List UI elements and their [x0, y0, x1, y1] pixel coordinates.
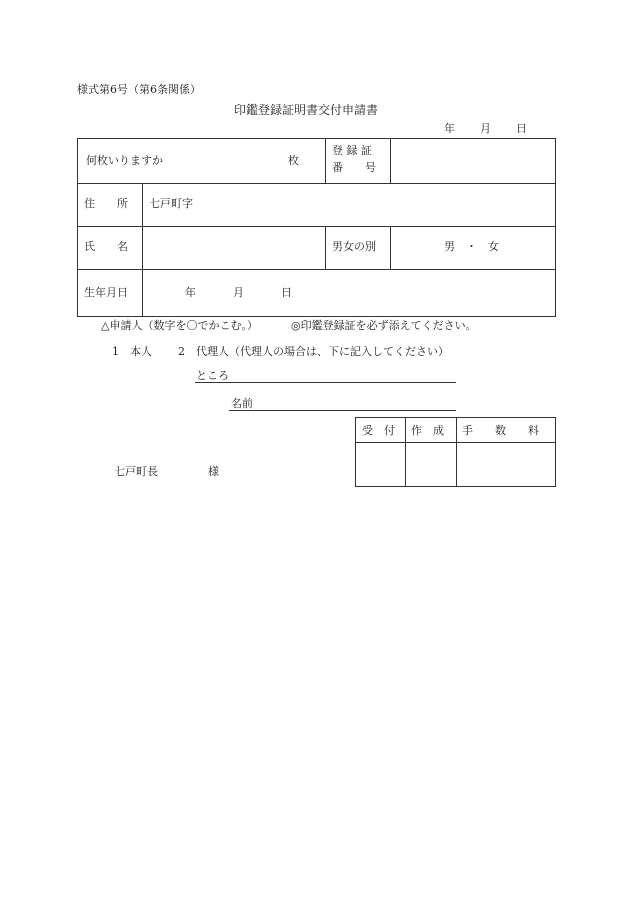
form-number: 様式第6号（第6条関係） [77, 83, 201, 96]
document-title: 印鑑登録証明書交付申請書 [234, 103, 379, 117]
attach-note: ◎印鑑登録証を必ず添えてください。 [291, 319, 477, 332]
col-divider [390, 226, 391, 269]
copies-input[interactable] [306, 155, 324, 169]
date-month-label: 月 [480, 122, 491, 135]
reg-no-field[interactable] [391, 140, 554, 180]
address-label: 住 所 [84, 197, 128, 210]
birth-day-label: 日 [281, 286, 292, 299]
copies-unit: 枚 [288, 154, 299, 167]
agent-name-label: 名前 [231, 397, 253, 410]
option-self[interactable]: 1 本人 [112, 345, 152, 358]
row-divider [78, 183, 555, 184]
gender-label: 男女の別 [332, 240, 376, 253]
applicant-note: △申請人（数字を〇でかこむ。） [101, 319, 258, 332]
col-divider [325, 139, 326, 183]
create-label: 作 成 [411, 424, 444, 437]
copies-label: 何枚いりますか [86, 154, 163, 167]
name-label: 氏 名 [84, 240, 128, 253]
date-day-label: 日 [516, 122, 527, 135]
gender-options[interactable]: 男 ・ 女 [444, 240, 499, 253]
birth-year-label: 年 [185, 286, 196, 299]
address-value[interactable]: 七戸町字 [149, 197, 193, 210]
birth-label: 生年月日 [84, 286, 128, 299]
reg-no-label-line2: 番 号 [332, 161, 376, 174]
honorific: 様 [208, 465, 219, 478]
agent-address-line[interactable] [195, 382, 456, 383]
col-divider [405, 418, 406, 486]
accept-label: 受 付 [362, 424, 395, 437]
mayor-addressee: 七戸町長 [114, 465, 158, 478]
date-year-label: 年 [444, 122, 455, 135]
fee-label: 手 数 料 [462, 424, 539, 437]
birth-month-label: 月 [233, 286, 244, 299]
col-divider [456, 418, 457, 486]
name-field[interactable] [143, 227, 323, 267]
reg-no-label-line1: 登 録 証 [332, 144, 372, 157]
agent-name-line[interactable] [229, 410, 456, 411]
agent-address-label: ところ [196, 369, 229, 382]
row-divider [78, 269, 555, 270]
option-agent[interactable]: 2 代理人（代理人の場合は、下に記入してください） [178, 345, 449, 358]
col-divider [325, 226, 326, 269]
